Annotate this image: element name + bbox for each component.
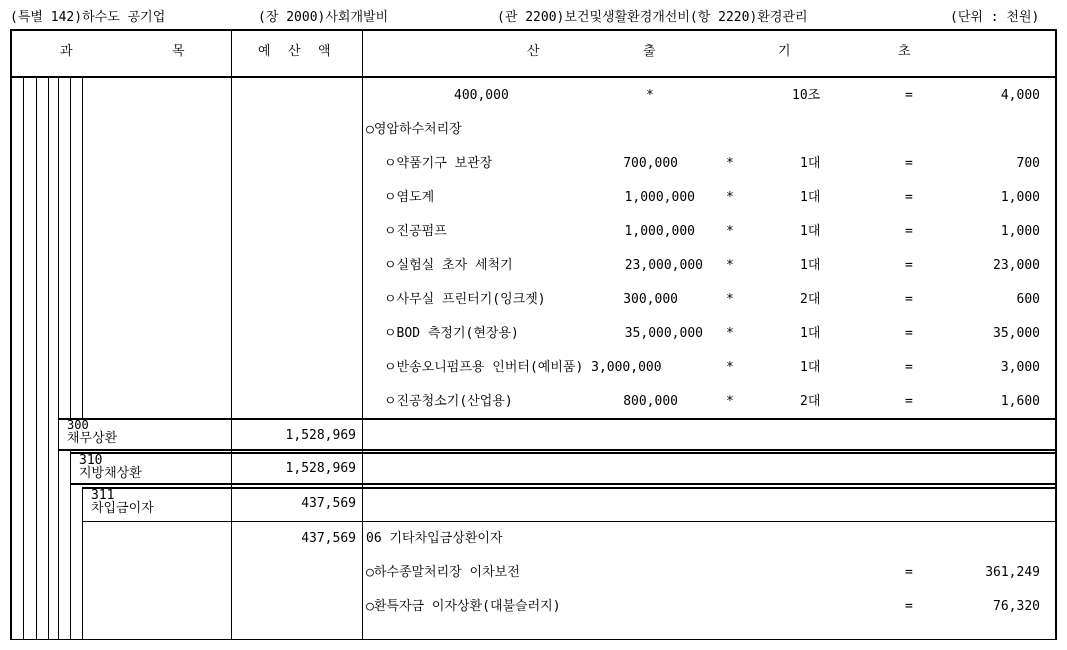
item-price: 23,000,000 bbox=[624, 258, 703, 273]
item-qty: 2대 bbox=[800, 292, 821, 307]
group-code: 310 bbox=[79, 453, 103, 468]
item-name: ○하수종말처리장 이차보전 bbox=[366, 565, 520, 580]
item-price: 700,000 bbox=[623, 156, 678, 171]
item-op: * bbox=[726, 292, 734, 307]
item-price: 300,000 bbox=[623, 292, 678, 307]
item-op: * bbox=[726, 258, 734, 273]
item-op: * bbox=[726, 360, 734, 375]
item-name: ㅇ염도계 bbox=[384, 190, 435, 205]
unit-label: (단위 : 천원) bbox=[950, 10, 1040, 25]
item-qty: 10조 bbox=[792, 88, 821, 103]
item-amount: 76,320 bbox=[993, 599, 1040, 614]
item-amount: 600 bbox=[1016, 292, 1040, 307]
group-code: 300 bbox=[67, 418, 89, 432]
group-name: 차입금이자 bbox=[91, 501, 154, 516]
basis-header-4: 초 bbox=[898, 44, 911, 59]
item-amount: 3,000 bbox=[1000, 360, 1040, 375]
item-eq: = bbox=[905, 360, 913, 375]
item-qty: 1대 bbox=[800, 360, 821, 375]
group-budget: 1,528,969 bbox=[285, 461, 356, 476]
item-op: * bbox=[726, 394, 734, 409]
item-price: 35,000,000 bbox=[624, 326, 703, 341]
budget-header-2: 산 bbox=[288, 44, 301, 59]
item-eq: = bbox=[905, 599, 913, 614]
item-amount: 35,000 bbox=[993, 326, 1040, 341]
item-price: 800,000 bbox=[623, 394, 678, 409]
item-name: ○영암하수처리장 bbox=[366, 122, 462, 137]
item-price: 1,000,000 bbox=[624, 190, 695, 205]
item-op: * bbox=[726, 190, 734, 205]
chapter-title: (장 2000)사회개발비 bbox=[258, 10, 389, 25]
item-op: * bbox=[726, 156, 734, 171]
item-name: ○환특자금 이자상환(대불슬러지) bbox=[366, 599, 561, 614]
interest-budget: 437,569 bbox=[301, 531, 356, 546]
item-eq: = bbox=[905, 258, 913, 273]
budget-header-1: 예 bbox=[258, 44, 271, 59]
item-amount: 1,000 bbox=[1000, 190, 1040, 205]
item-eq: = bbox=[905, 326, 913, 341]
item-name: ㅇ사무실 프린터기(잉크젯) bbox=[384, 292, 546, 307]
item-qty: 1대 bbox=[800, 224, 821, 239]
item-op: * bbox=[726, 224, 734, 239]
item-qty: 1대 bbox=[800, 190, 821, 205]
item-op: * bbox=[726, 326, 734, 341]
item-name: ㅇ진공청소기(산업용) bbox=[384, 394, 513, 409]
item-name: ㅇ약품기구 보관장 bbox=[384, 156, 493, 171]
group-name: 지방채상환 bbox=[79, 466, 142, 481]
item-amount: 23,000 bbox=[993, 258, 1040, 273]
item-eq: = bbox=[905, 565, 913, 580]
item-qty: 1대 bbox=[800, 326, 821, 341]
item-eq: = bbox=[905, 88, 913, 103]
group-budget: 1,528,969 bbox=[285, 428, 356, 443]
budget-header-3: 액 bbox=[318, 44, 331, 59]
basis-header-3: 기 bbox=[778, 44, 791, 59]
item-name: ㅇBOD 측정기(현장용) bbox=[384, 326, 519, 341]
group-budget: 437,569 bbox=[301, 496, 356, 511]
item-price: 400,000 bbox=[454, 88, 509, 103]
item-name: ㅇ실험실 초자 세척기 bbox=[384, 258, 513, 273]
basis-header-1: 산 bbox=[527, 44, 540, 59]
group-name: 채무상환 bbox=[67, 431, 118, 446]
item-name: ㅇ진공펌프 bbox=[384, 224, 447, 239]
item-name: ㅇ반송오니펌프용 인버터(예비품) 3,000,000 bbox=[384, 360, 662, 375]
subject-header-1: 과 bbox=[60, 44, 73, 59]
item-qty: 2대 bbox=[800, 394, 821, 409]
item-eq: = bbox=[905, 156, 913, 171]
subject-header-2: 목 bbox=[172, 44, 185, 59]
item-eq: = bbox=[905, 292, 913, 307]
item-op: * bbox=[646, 88, 654, 103]
item-qty: 1대 bbox=[800, 156, 821, 171]
item-amount: 4,000 bbox=[1000, 88, 1040, 103]
item-eq: = bbox=[905, 224, 913, 239]
item-qty: 1대 bbox=[800, 258, 821, 273]
item-amount: 1,600 bbox=[1000, 394, 1040, 409]
section-title: (관 2200)보건및생활환경개선비(항 2220)환경관리 bbox=[497, 10, 808, 25]
item-price: 1,000,000 bbox=[624, 224, 695, 239]
basis-header-2: 출 bbox=[643, 44, 656, 59]
interest-title: 06 기타차입금상환이자 bbox=[366, 531, 503, 546]
item-eq: = bbox=[905, 190, 913, 205]
item-amount: 700 bbox=[1016, 156, 1040, 171]
item-eq: = bbox=[905, 394, 913, 409]
group-code: 311 bbox=[91, 488, 115, 503]
item-amount: 361,249 bbox=[985, 565, 1040, 580]
fund-title: (특별 142)하수도 공기업 bbox=[10, 10, 166, 25]
item-amount: 1,000 bbox=[1000, 224, 1040, 239]
